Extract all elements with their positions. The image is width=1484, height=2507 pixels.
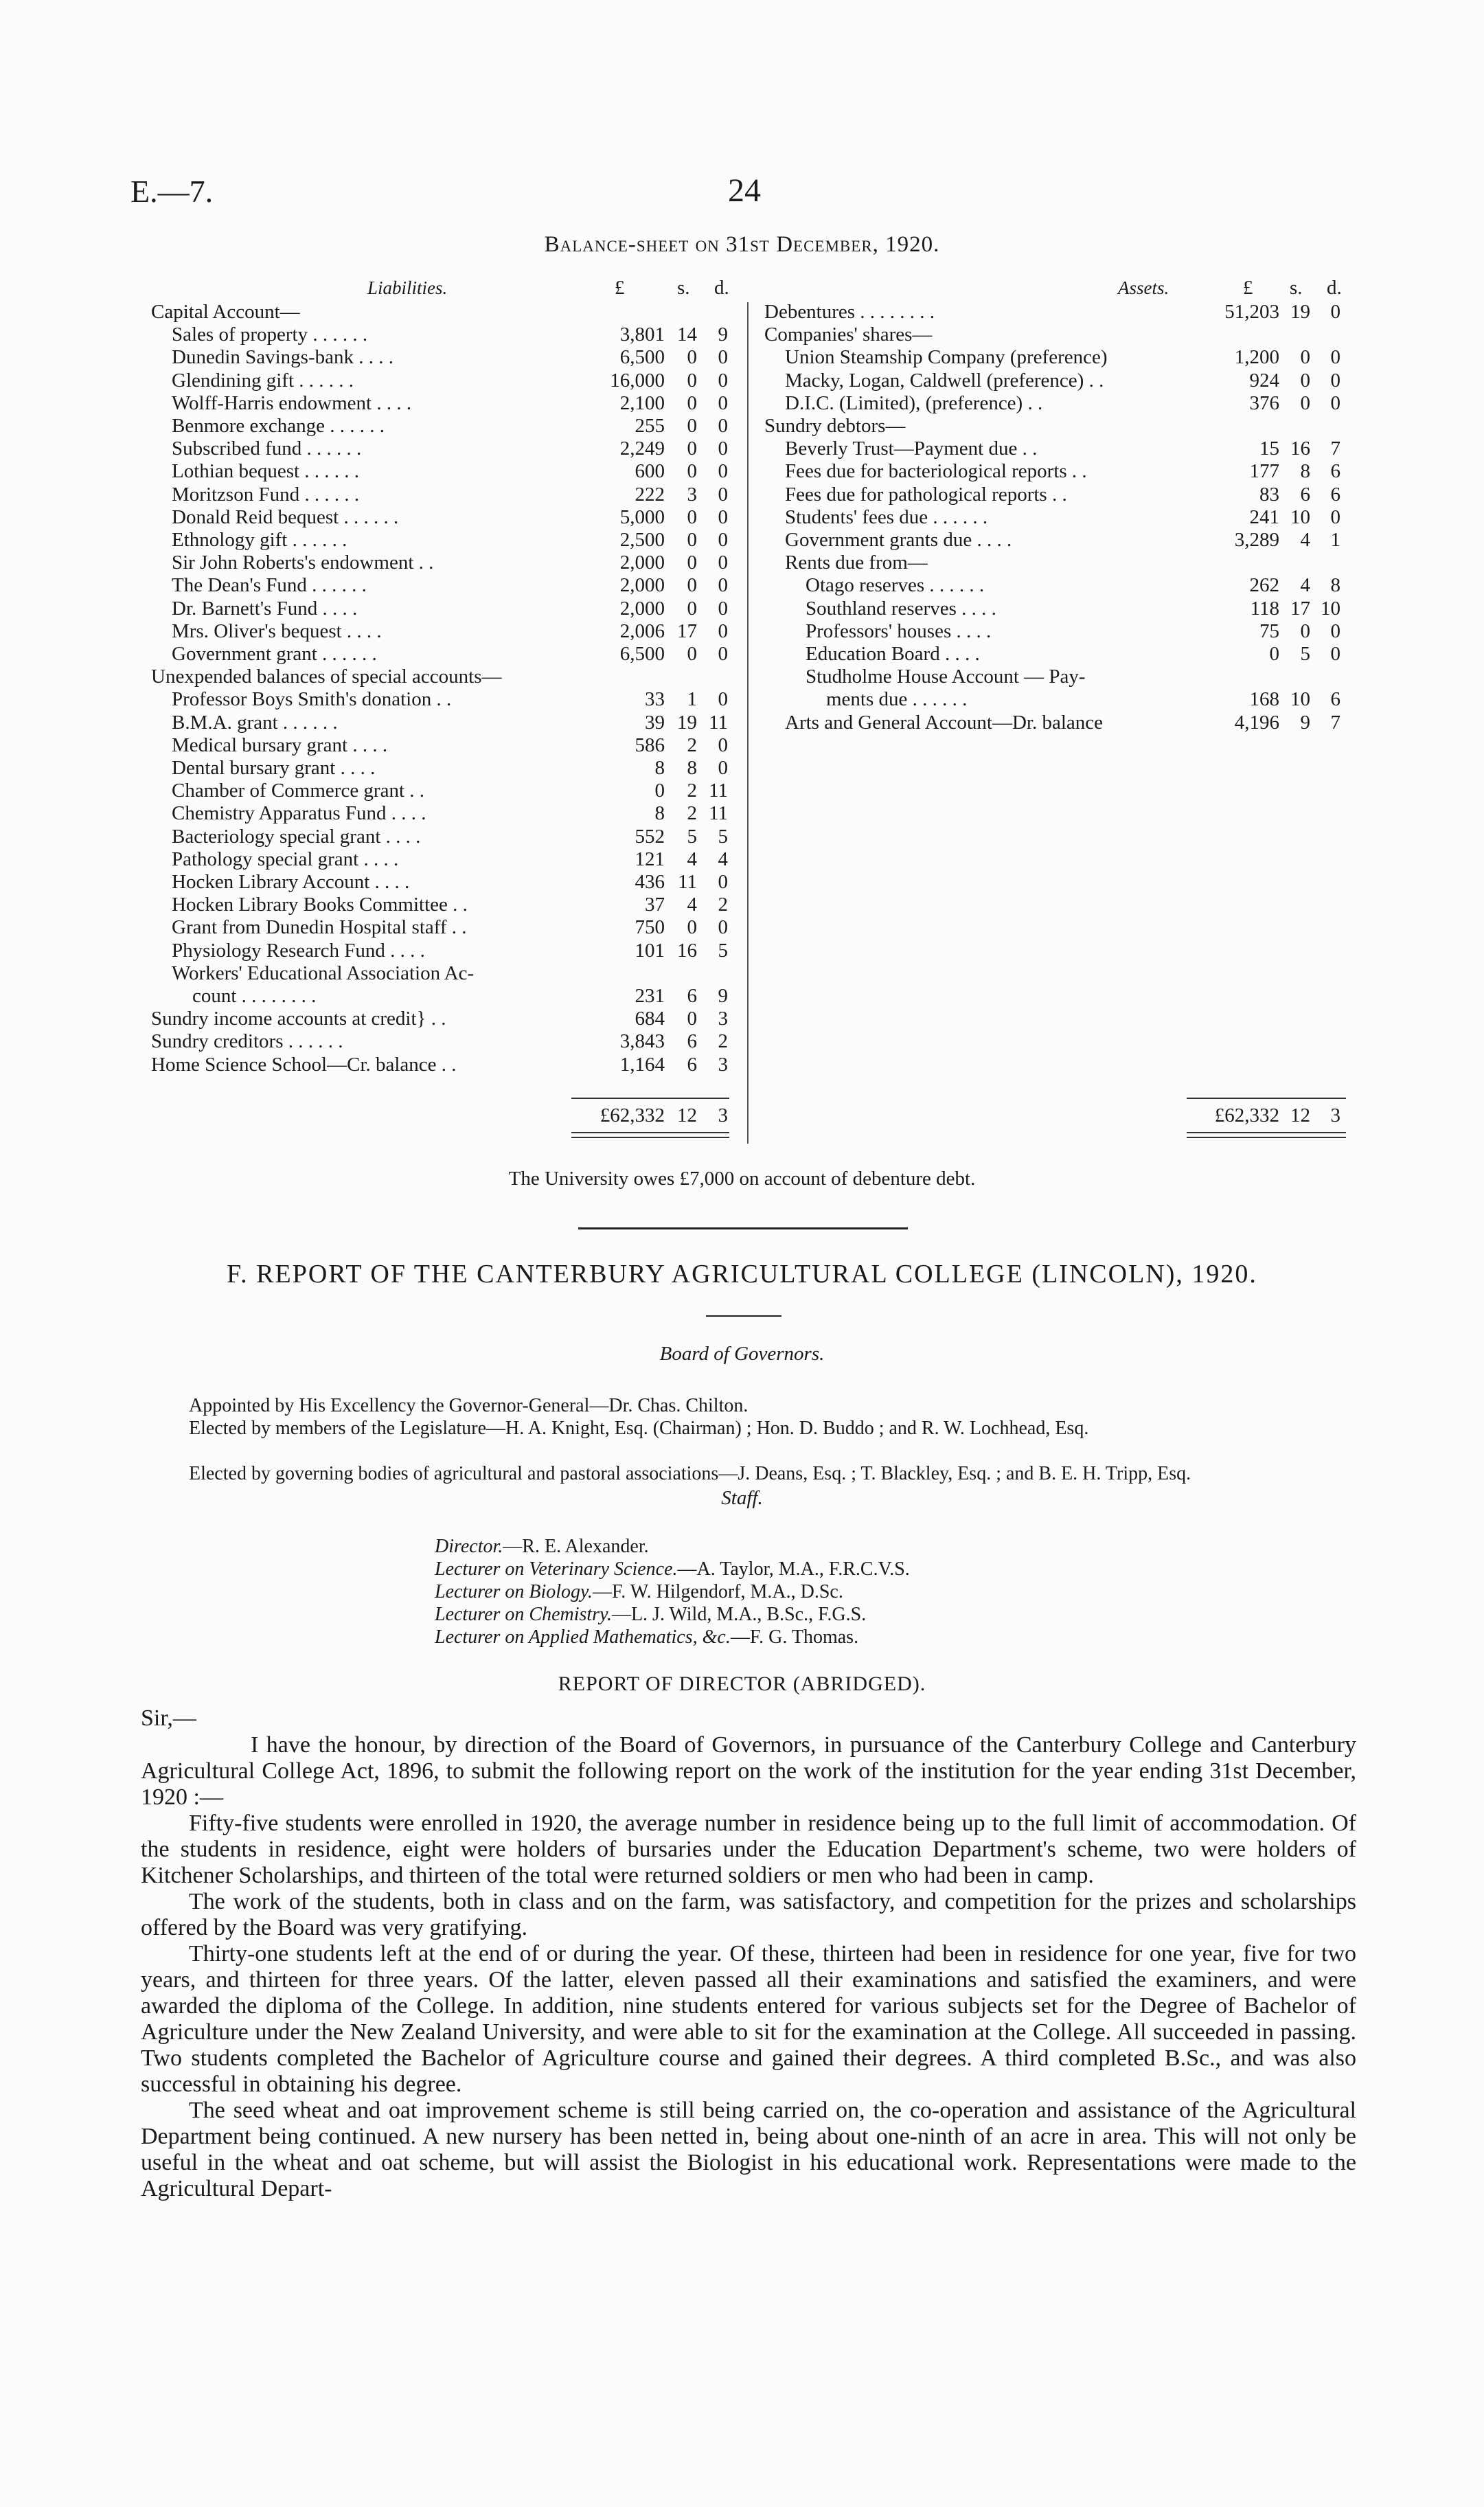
assets-row-label: ments due . . . . . . — [826, 688, 968, 711]
assets-heading: Assets. — [1118, 277, 1169, 298]
liabilities-row-pence: 3 — [718, 1008, 728, 1030]
liabilities-row-shillings: 2 — [687, 780, 697, 802]
liabilities-row-pence: 0 — [718, 483, 728, 506]
liabilities-row-pounds: 33 — [645, 688, 665, 711]
liabilities-row-shillings: 19 — [677, 711, 697, 734]
liabilities-row-pounds: 8 — [654, 802, 665, 825]
liabilities-row-shillings: 6 — [687, 1030, 697, 1053]
liabilities-row-label: Ethnology gift . . . . . . — [172, 529, 347, 551]
liabilities-row-label: Wolff-Harris endowment . . . . — [172, 392, 412, 414]
assets-row-pence: 0 — [1330, 301, 1340, 323]
assets-row-shillings: 19 — [1290, 301, 1310, 323]
paragraph-4: Thirty-one students left at the end of or during the year. Of these, thirteen had been in residence for one year, five for two years, and thirteen for three years. Of the latter, eleven passed all their examinations and satisfied the examiners, and were awarded the diploma of the College. In addition, nine students entered for various subjects set for the Degree of Bachelor of Agriculture under the New Zealand University, and were able to sit for the examination at the College. All succeeded in passing. Two students completed the Bachelor of Agriculture course and gained their degrees. A third completed B.Sc., and was also successful in obtaining his degree. — [141, 1941, 1356, 2097]
liabilities-row-label: Physiology Research Fund . . . . — [172, 939, 425, 962]
liabilities-row-pounds: 0 — [654, 780, 665, 802]
liabilities-row-pence: 0 — [718, 574, 728, 597]
salutation: Sir,— — [141, 1705, 196, 1731]
liabilities-row-pence: 0 — [718, 438, 728, 460]
assets-row-label: Government grants due . . . . — [785, 529, 1012, 551]
debenture-note: The University owes £7,000 on account of debenture debt. — [508, 1168, 976, 1190]
liabilities-row-pence: 0 — [718, 734, 728, 756]
liabilities-row-pounds: 121 — [635, 848, 665, 870]
liabilities-row-pounds: 586 — [635, 734, 665, 756]
assets-row-label: Debentures . . . . . . . . — [764, 301, 935, 323]
assets-total-pound: £62,332 — [1214, 1104, 1279, 1126]
assets-row-shillings: 8 — [1300, 460, 1310, 483]
liabilities-row-label: Grant from Dunedin Hospital staff . . — [172, 916, 467, 939]
assets-row-pounds: 118 — [1250, 597, 1279, 620]
liabilities-row-label: Dental bursary grant . . . . — [172, 757, 376, 779]
liabilities-row-shillings: 0 — [687, 438, 697, 460]
liabilities-row-pence: 5 — [718, 939, 728, 962]
liabilities-row-pounds: 436 — [635, 871, 665, 893]
liabilities-row-pence: 4 — [718, 848, 728, 870]
assets-row-label: Fees due for pathological reports . . — [785, 483, 1067, 506]
assets-row-pence: 0 — [1330, 620, 1340, 642]
assets-row-pence: 7 — [1330, 711, 1340, 734]
liabilities-row-label: Hocken Library Books Committee . . — [172, 894, 468, 916]
liabilities-total-rule-bottom — [571, 1132, 729, 1133]
liabilities-row-shillings: 14 — [677, 324, 697, 346]
liabilities-row-shillings: 8 — [687, 757, 697, 779]
assets-row-pence: 8 — [1330, 574, 1340, 597]
short-divider — [706, 1315, 781, 1317]
assets-row-label: Southland reserves . . . . — [806, 597, 996, 620]
liabilities-row-pounds: 2,500 — [619, 529, 665, 551]
liabilities-row-label: Benmore exchange . . . . . . — [172, 415, 385, 437]
assets-row-pence: 7 — [1330, 438, 1340, 460]
assets-row-pounds: 168 — [1249, 688, 1279, 711]
liabilities-row-shillings: 0 — [687, 415, 697, 437]
liabilities-row-label: count . . . . . . . . — [192, 985, 317, 1007]
liabilities-row-label: Hocken Library Account . . . . — [172, 871, 410, 893]
assets-row-label: Sundry debtors— — [764, 415, 906, 437]
assets-row-pounds: 0 — [1269, 643, 1279, 665]
assets-row-pounds: 75 — [1259, 620, 1279, 642]
liabilities-total-rule-double — [571, 1137, 729, 1138]
liabilities-row-pence: 0 — [718, 346, 728, 369]
section-divider — [578, 1227, 908, 1229]
assets-row-pence: 0 — [1330, 346, 1340, 369]
liabilities-row-shillings: 0 — [687, 392, 697, 414]
liabilities-row-label: Dr. Barnett's Fund . . . . — [172, 597, 358, 620]
assets-row-shillings: 6 — [1300, 483, 1310, 506]
report-heading: REPORT OF DIRECTOR (ABRIDGED). — [558, 1672, 926, 1695]
liabilities-row-pounds: 5,000 — [619, 506, 665, 528]
liabilities-row-label: Mrs. Oliver's bequest . . . . — [172, 620, 382, 642]
liabilities-row-label: Sales of property . . . . . . — [172, 324, 368, 346]
liabilities-row-pence: 0 — [718, 369, 728, 392]
liabilities-row-shillings: 0 — [687, 916, 697, 939]
liabilities-row-label: Donald Reid bequest . . . . . . — [172, 506, 399, 528]
assets-row-pounds: 924 — [1249, 369, 1279, 392]
liabilities-row-pounds: 222 — [635, 483, 665, 506]
liabilities-row-pounds: 101 — [635, 939, 665, 962]
assets-row-shillings: 4 — [1300, 529, 1310, 551]
liabilities-row-label: Sir John Roberts's endowment . . — [172, 552, 434, 574]
liabilities-total-rule-top — [571, 1098, 729, 1099]
assets-row-label: Rents due from— — [785, 552, 928, 574]
liabilities-row-pence: 0 — [718, 916, 728, 939]
assets-shilling-head: s. — [1290, 277, 1303, 299]
assets-total-rule-double — [1187, 1137, 1346, 1138]
board-line-appointed: Appointed by His Excellency the Governor-General—Dr. Chas. Chilton. — [189, 1395, 749, 1416]
liabilities-row-pence: 2 — [718, 1030, 728, 1053]
liabilities-row-label: Pathology special grant . . . . — [172, 848, 399, 870]
assets-total-pence: 3 — [1330, 1104, 1340, 1126]
liabilities-row-pounds: 255 — [635, 415, 665, 437]
assets-total-rule-bottom — [1187, 1132, 1346, 1133]
liabilities-row-pence: 0 — [718, 620, 728, 642]
assets-row-pounds: 376 — [1249, 392, 1279, 414]
liabilities-row-pence: 9 — [718, 324, 728, 346]
assets-row-shillings: 5 — [1300, 643, 1310, 665]
assets-row-label: Students' fees due . . . . . . — [785, 506, 988, 528]
paragraph-5: The seed wheat and oat improvement scheme is still being carried on, the co-operation and assistance of the Agricultural Department being continued. A new nursery has been netted in, being about one-ninth of an acre in area. This will not only be useful in the wheat and oat scheme, but will assist the Biologist in his educational work. Representations were made to the Agricultural Depart- — [141, 2098, 1356, 2201]
liabilities-row-shillings: 0 — [687, 552, 697, 574]
assets-row-shillings: 10 — [1290, 688, 1310, 711]
liabilities-row-pounds: 2,000 — [619, 552, 665, 574]
liabilities-total-pence: 3 — [718, 1104, 728, 1126]
liabilities-row-shillings: 11 — [678, 871, 697, 893]
assets-row-pence: 6 — [1330, 688, 1340, 711]
liabilities-row-pence: 0 — [718, 757, 728, 779]
assets-row-pence: 10 — [1321, 597, 1340, 620]
assets-row-shillings: 10 — [1290, 506, 1310, 528]
liabilities-pence-head: d. — [714, 277, 729, 299]
assets-row-label: Otago reserves . . . . . . — [806, 574, 985, 597]
assets-row-pounds: 83 — [1259, 483, 1279, 506]
liabilities-row-label: Lothian bequest . . . . . . — [172, 460, 360, 483]
liabilities-row-shillings: 6 — [687, 1053, 697, 1076]
liabilities-row-label: Professor Boys Smith's donation . . — [172, 688, 452, 711]
staff-chemistry: Lecturer on Chemistry.—L. J. Wild, M.A., B.Sc., F.G.S. — [435, 1604, 867, 1625]
staff-mathematics: Lecturer on Applied Mathematics, &c.—F. G. Thomas. — [435, 1626, 859, 1648]
liabilities-row-pounds: 3,843 — [619, 1030, 665, 1053]
liabilities-row-shillings: 1 — [687, 688, 697, 711]
staff-veterinary: Lecturer on Veterinary Science.—A. Taylor, M.A., F.R.C.V.S. — [435, 1558, 910, 1580]
liabilities-row-pence: 0 — [718, 552, 728, 574]
liabilities-row-shillings: 6 — [687, 985, 697, 1007]
liabilities-row-label: Bacteriology special grant . . . . — [172, 825, 421, 848]
liabilities-row-pounds: 684 — [635, 1008, 665, 1030]
liabilities-row-label: Chamber of Commerce grant . . — [172, 780, 425, 802]
liabilities-row-shillings: 2 — [687, 734, 697, 756]
assets-row-label: Fees due for bacteriological reports . . — [785, 460, 1087, 483]
liabilities-row-pence: 3 — [718, 1053, 728, 1076]
liabilities-row-pence: 0 — [718, 415, 728, 437]
liabilities-total-shilling: 12 — [677, 1104, 697, 1126]
liabilities-row-pounds: 3,801 — [619, 324, 665, 346]
assets-pound-head: £ — [1243, 277, 1253, 299]
liabilities-row-shillings: 3 — [687, 483, 697, 506]
assets-row-label: Companies' shares— — [764, 324, 933, 346]
liabilities-row-shillings: 4 — [687, 894, 697, 916]
assets-row-pence: 0 — [1330, 643, 1340, 665]
liabilities-row-pence: 11 — [709, 802, 728, 825]
liabilities-row-pence: 0 — [718, 392, 728, 414]
liabilities-heading: Liabilities. — [367, 277, 448, 298]
liabilities-row-shillings: 17 — [677, 620, 697, 642]
paragraph-2: Fifty-five students were enrolled in 1920, the average number in residence being up to the full limit of accommodation. Of the students in residence, eight were holders of bursaries under the Education Department's scheme, two were holders of Kitchener Scholarships, and thirteen of the total were returned soldiers or men who had been in camp. — [141, 1811, 1356, 1888]
liabilities-row-label: Chemistry Apparatus Fund . . . . — [172, 802, 426, 825]
liabilities-row-pounds: 2,000 — [619, 597, 665, 620]
staff-biology: Lecturer on Biology.—F. W. Hilgendorf, M.A., D.Sc. — [435, 1581, 843, 1602]
liabilities-row-pounds: 2,100 — [619, 392, 665, 414]
liabilities-row-label: Sundry income accounts at credit} . . — [151, 1008, 446, 1030]
assets-row-pence: 6 — [1330, 483, 1340, 506]
liabilities-row-pounds: 6,500 — [619, 346, 665, 369]
assets-row-shillings: 9 — [1300, 711, 1310, 734]
assets-row-shillings: 0 — [1300, 346, 1310, 369]
liabilities-row-pounds: 2,006 — [619, 620, 665, 642]
liabilities-row-shillings: 0 — [687, 506, 697, 528]
assets-row-pounds: 4,196 — [1234, 711, 1279, 734]
board-heading: Board of Governors. — [659, 1343, 825, 1365]
liabilities-row-label: Unexpended balances of special accounts— — [151, 666, 502, 688]
liabilities-row-label: Glendining gift . . . . . . — [172, 369, 354, 392]
assets-row-label: Education Board . . . . — [806, 643, 980, 665]
assets-row-shillings: 16 — [1290, 438, 1310, 460]
liabilities-row-pounds: 37 — [645, 894, 665, 916]
assets-row-shillings: 0 — [1300, 392, 1310, 414]
liabilities-row-shillings: 0 — [687, 369, 697, 392]
assets-row-label: Macky, Logan, Caldwell (preference) . . — [785, 369, 1104, 392]
liabilities-row-pence: 11 — [709, 711, 728, 734]
assets-row-pounds: 177 — [1249, 460, 1279, 483]
assets-pence-head: d. — [1327, 277, 1342, 299]
liabilities-shilling-head: s. — [677, 277, 690, 299]
liabilities-row-pounds: 39 — [645, 711, 665, 734]
board-line-associations: Elected by governing bodies of agricultural and pastoral associations—J. Deans, Esq. ; T. Blackley, Esq. ; and B. E. H. Tripp, Esq. — [189, 1463, 1191, 1484]
liabilities-row-shillings: 4 — [687, 848, 697, 870]
liabilities-row-shillings: 0 — [687, 643, 697, 665]
assets-row-pence: 1 — [1330, 529, 1340, 551]
liabilities-row-pounds: 2,249 — [619, 438, 665, 460]
liabilities-row-label: Workers' Educational Association Ac- — [172, 962, 475, 984]
assets-row-label: Professors' houses . . . . — [806, 620, 992, 642]
section-title: F. REPORT OF THE CANTERBURY AGRICULTURAL COLLEGE (LINCOLN), 1920. — [227, 1260, 1257, 1289]
assets-row-shillings: 0 — [1300, 369, 1310, 392]
assets-row-pence: 6 — [1330, 460, 1340, 483]
assets-row-pence: 0 — [1330, 369, 1340, 392]
assets-row-shillings: 4 — [1300, 574, 1310, 597]
liabilities-total-pound: £62,332 — [600, 1104, 665, 1126]
liabilities-row-label: B.M.A. grant . . . . . . — [172, 711, 338, 734]
liabilities-row-shillings: 0 — [687, 597, 697, 620]
liabilities-row-pounds: 600 — [635, 460, 665, 483]
assets-row-label: Arts and General Account—Dr. balance — [785, 711, 1104, 734]
liabilities-row-label: Moritzson Fund . . . . . . — [172, 483, 360, 506]
board-line-legislature: Elected by members of the Legislature—H. A. Knight, Esq. (Chairman) ; Hon. D. Buddo ; and R. W. Lochhead, Esq. — [189, 1418, 1089, 1439]
assets-row-pounds: 3,289 — [1234, 529, 1279, 551]
assets-total-rule-top — [1187, 1098, 1346, 1099]
liabilities-row-pounds: 16,000 — [610, 369, 665, 392]
liabilities-row-pence: 0 — [718, 597, 728, 620]
liabilities-row-shillings: 0 — [687, 1008, 697, 1030]
liabilities-row-pence: 5 — [718, 825, 728, 848]
liabilities-row-pounds: 6,500 — [619, 643, 665, 665]
liabilities-row-pounds: 1,164 — [619, 1053, 665, 1076]
assets-row-pounds: 1,200 — [1234, 346, 1279, 369]
liabilities-row-pounds: 2,000 — [619, 574, 665, 597]
balance-sheet-title: Balance-sheet on 31st December, 1920. — [544, 232, 940, 257]
liabilities-row-pence: 9 — [718, 985, 728, 1007]
assets-row-pounds: 262 — [1249, 574, 1279, 597]
liabilities-row-pence: 2 — [718, 894, 728, 916]
liabilities-row-label: Home Science School—Cr. balance . . — [151, 1053, 457, 1076]
liabilities-pound-head: £ — [615, 277, 625, 299]
liabilities-row-pounds: 552 — [635, 825, 665, 848]
liabilities-row-label: Government grant . . . . . . — [172, 643, 377, 665]
staff-director: Director.—R. E. Alexander. — [435, 1536, 649, 1557]
liabilities-row-label: Dunedin Savings-bank . . . . — [172, 346, 393, 369]
liabilities-row-pence: 0 — [718, 460, 728, 483]
liabilities-row-label: Capital Account— — [151, 301, 300, 323]
assets-total-shilling: 12 — [1290, 1104, 1310, 1126]
liabilities-row-pence: 0 — [718, 529, 728, 551]
liabilities-row-label: Subscribed fund . . . . . . — [172, 438, 362, 460]
liabilities-row-pence: 11 — [709, 780, 728, 802]
liabilities-row-pence: 0 — [718, 871, 728, 893]
assets-row-label: Union Steamship Company (preference) — [785, 346, 1108, 369]
liabilities-row-pence: 0 — [718, 643, 728, 665]
liabilities-row-shillings: 16 — [677, 939, 697, 962]
assets-row-label: D.I.C. (Limited), (preference) . . — [785, 392, 1043, 414]
liabilities-row-shillings: 0 — [687, 574, 697, 597]
assets-row-pence: 0 — [1330, 392, 1340, 414]
liabilities-row-label: Medical bursary grant . . . . — [172, 734, 388, 756]
assets-row-pounds: 241 — [1249, 506, 1279, 528]
liabilities-row-pounds: 8 — [654, 757, 665, 779]
assets-row-shillings: 0 — [1300, 620, 1310, 642]
document-code: E.—7. — [130, 174, 214, 209]
liabilities-row-pence: 0 — [718, 506, 728, 528]
liabilities-row-shillings: 0 — [687, 346, 697, 369]
assets-row-pence: 0 — [1330, 506, 1340, 528]
liabilities-row-shillings: 0 — [687, 460, 697, 483]
liabilities-row-pounds: 231 — [635, 985, 665, 1007]
assets-row-label: Studholme House Account — Pay- — [806, 666, 1086, 688]
liabilities-row-pounds: 750 — [635, 916, 665, 939]
paragraph-3: The work of the students, both in class and on the farm, was satisfactory, and competition for the prizes and scholarships offered by the Board was very gratifying. — [141, 1889, 1356, 1940]
assets-row-label: Beverly Trust—Payment due . . — [785, 438, 1038, 460]
report-body — [141, 1732, 1356, 2202]
column-divider — [747, 302, 749, 1144]
liabilities-row-shillings: 2 — [687, 802, 697, 825]
liabilities-row-shillings: 0 — [687, 529, 697, 551]
liabilities-row-label: The Dean's Fund . . . . . . — [172, 574, 367, 597]
staff-heading: Staff. — [721, 1487, 763, 1509]
page-number: 24 — [728, 172, 761, 209]
assets-row-shillings: 17 — [1290, 597, 1310, 620]
liabilities-row-shillings: 5 — [687, 825, 697, 848]
paragraph-1: I have the honour, by direction of the Board of Governors, in pursuance of the Canterbury College and Canterbury Agricultural College Act, 1896, to submit the following report on the work of the institution for the year ending 31st December, 1920 :— — [141, 1732, 1356, 1810]
assets-row-pounds: 51,203 — [1224, 301, 1279, 323]
liabilities-row-pence: 0 — [718, 688, 728, 711]
liabilities-row-label: Sundry creditors . . . . . . — [151, 1030, 343, 1053]
assets-row-pounds: 15 — [1259, 438, 1279, 460]
